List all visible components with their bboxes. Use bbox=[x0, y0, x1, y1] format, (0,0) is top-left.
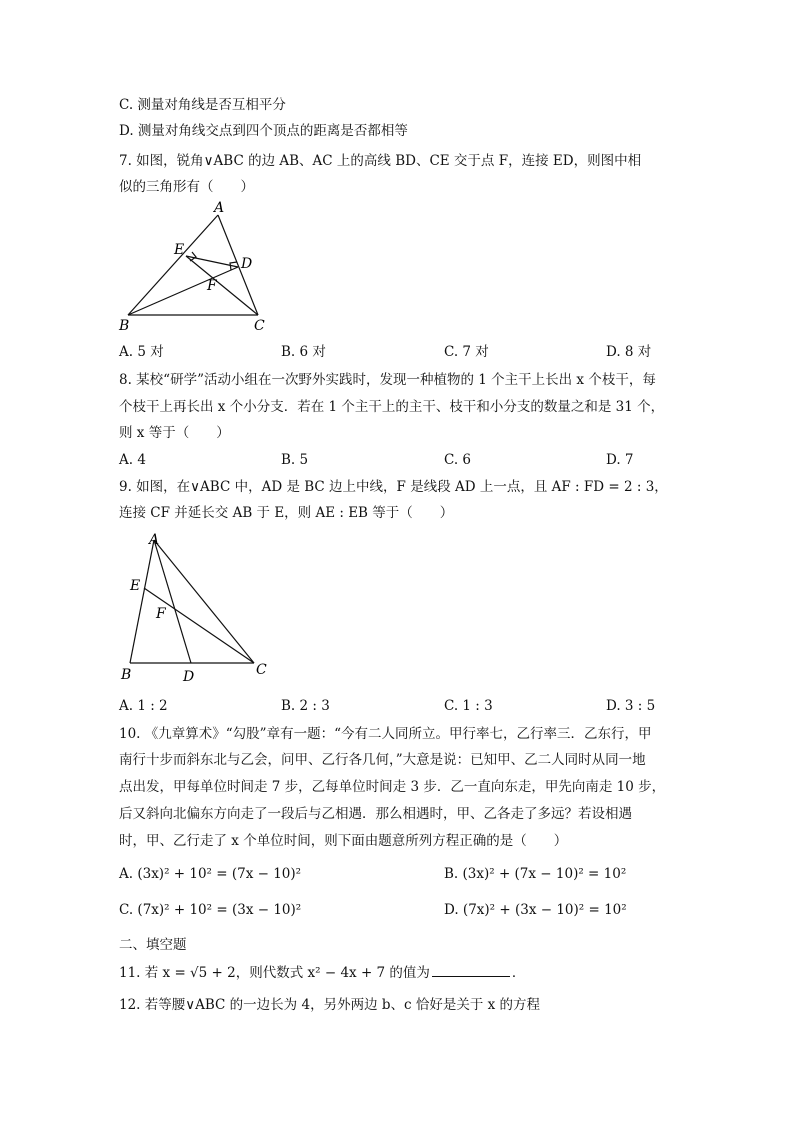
question-11-text bbox=[119, 962, 525, 983]
q8-option-b: B. 5 bbox=[281, 452, 309, 468]
q9-option-b: B. 2 : 3 bbox=[281, 698, 330, 714]
question-7-text-2: 似的三角形有（ ） bbox=[119, 179, 254, 195]
question-10-text-1: 10. 《九章算术》“勾股”章有一题：“今有二人同所立。甲行率七，乙行率三．乙东行，甲 bbox=[119, 726, 652, 742]
q9-option-c: C. 1 : 3 bbox=[444, 698, 493, 714]
fig7-label-b: B bbox=[119, 318, 130, 334]
fig9-label-a: A bbox=[149, 532, 160, 548]
q7-option-d: D. 8 对 bbox=[606, 344, 652, 360]
q8-option-c: C. 6 bbox=[444, 452, 472, 468]
fig7-label-f: F bbox=[207, 278, 217, 294]
question-7-text-1: 7. 如图，锐角∨ABC 的边 AB、AC 上的高线 BD、CE 交于点 F，连接 ED，则图中相 bbox=[119, 153, 642, 169]
q11-answer-blank bbox=[432, 962, 510, 977]
question-12-text: 12. 若等腰∨ABC 的一边长为 4，另外两边 b、c 恰好是关于 x 的方程 bbox=[119, 997, 541, 1013]
question-10-text-3: 点出发，甲每单位时间走 7 步，乙每单位时间走 3 步．乙一直向东走，甲先向南走 10 步， bbox=[119, 779, 666, 795]
fig9-label-d: D bbox=[183, 669, 195, 685]
fig9-label-e: E bbox=[130, 578, 141, 594]
q10-option-d: D. (7x)² + (3x − 10)² = 10² bbox=[444, 902, 627, 918]
question-8-text-3: 则 x 等于（ ） bbox=[119, 425, 230, 441]
fig7-label-c: C bbox=[254, 318, 265, 334]
q7-option-a: A. 5 对 bbox=[119, 344, 164, 360]
fig9-label-b: B bbox=[121, 667, 132, 683]
question-9-text-2: 连接 CF 并延长交 AB 于 E，则 AE : EB 等于（ ） bbox=[119, 505, 454, 521]
q10-option-a: A. (3x)² + 10² = (7x − 10)² bbox=[119, 866, 302, 882]
question-10-text-4: 后又斜向北偏东方向走了一段后与乙相遇．那么相遇时，甲、乙各走了多远？若设相遇 bbox=[119, 806, 632, 822]
q11-text-post: ． bbox=[511, 965, 526, 981]
figure-q7-triangle bbox=[110, 200, 280, 340]
fig7-label-e: E bbox=[174, 242, 185, 258]
option-d-line: D. 测量对角线交点到四个顶点的距离是否都相等 bbox=[119, 123, 408, 139]
q7-option-b: B. 6 对 bbox=[281, 344, 326, 360]
q8-option-a: A. 4 bbox=[119, 452, 146, 468]
question-9-text-1: 9. 如图，在∨ABC 中，AD 是 BC 边上中线，F 是线段 AD 上一点，且 AF : FD = 2 : 3， bbox=[119, 479, 668, 495]
q10-option-c: C. (7x)² + 10² = (3x − 10)² bbox=[119, 902, 302, 918]
q10-option-b: B. (3x)² + (7x − 10)² = 10² bbox=[444, 866, 627, 882]
q11-text-pre: 11. 若 x = √5 + 2，则代数式 x² − 4x + 7 的值为 bbox=[119, 965, 430, 981]
figure-q9-triangle bbox=[112, 528, 282, 688]
fig9-label-f: F bbox=[156, 606, 166, 622]
question-8-text-2: 个枝干上再长出 x 个小分支．若在 1 个主干上的主干、枝干和小分支的数量之和是 31 个， bbox=[119, 399, 665, 415]
q9-option-a: A. 1 : 2 bbox=[119, 698, 168, 714]
q8-option-d: D. 7 bbox=[606, 452, 634, 468]
q7-option-c: C. 7 对 bbox=[444, 344, 489, 360]
option-c-line: C. 测量对角线是否互相平分 bbox=[119, 97, 286, 113]
fig9-label-c: C bbox=[256, 662, 267, 678]
fig7-label-d: D bbox=[241, 256, 253, 272]
question-8-text-1: 8. 某校“研学”活动小组在一次野外实践时，发现一种植物的 1 个主干上长出 x 个枝干，每 bbox=[119, 372, 656, 388]
question-10-text-2: 南行十步而斜东北与乙会，问甲、乙行各几何，”大意是说：已知甲、乙二人同时从同一地 bbox=[119, 752, 646, 768]
question-10-text-5: 时，甲、乙行走了 x 个单位时间，则下面由题意所列方程正确的是（ ） bbox=[119, 833, 568, 849]
section-heading-fill-in: 二、填空题 bbox=[119, 937, 187, 953]
q9-option-d: D. 3 : 5 bbox=[606, 698, 656, 714]
fig7-label-a: A bbox=[214, 200, 225, 216]
